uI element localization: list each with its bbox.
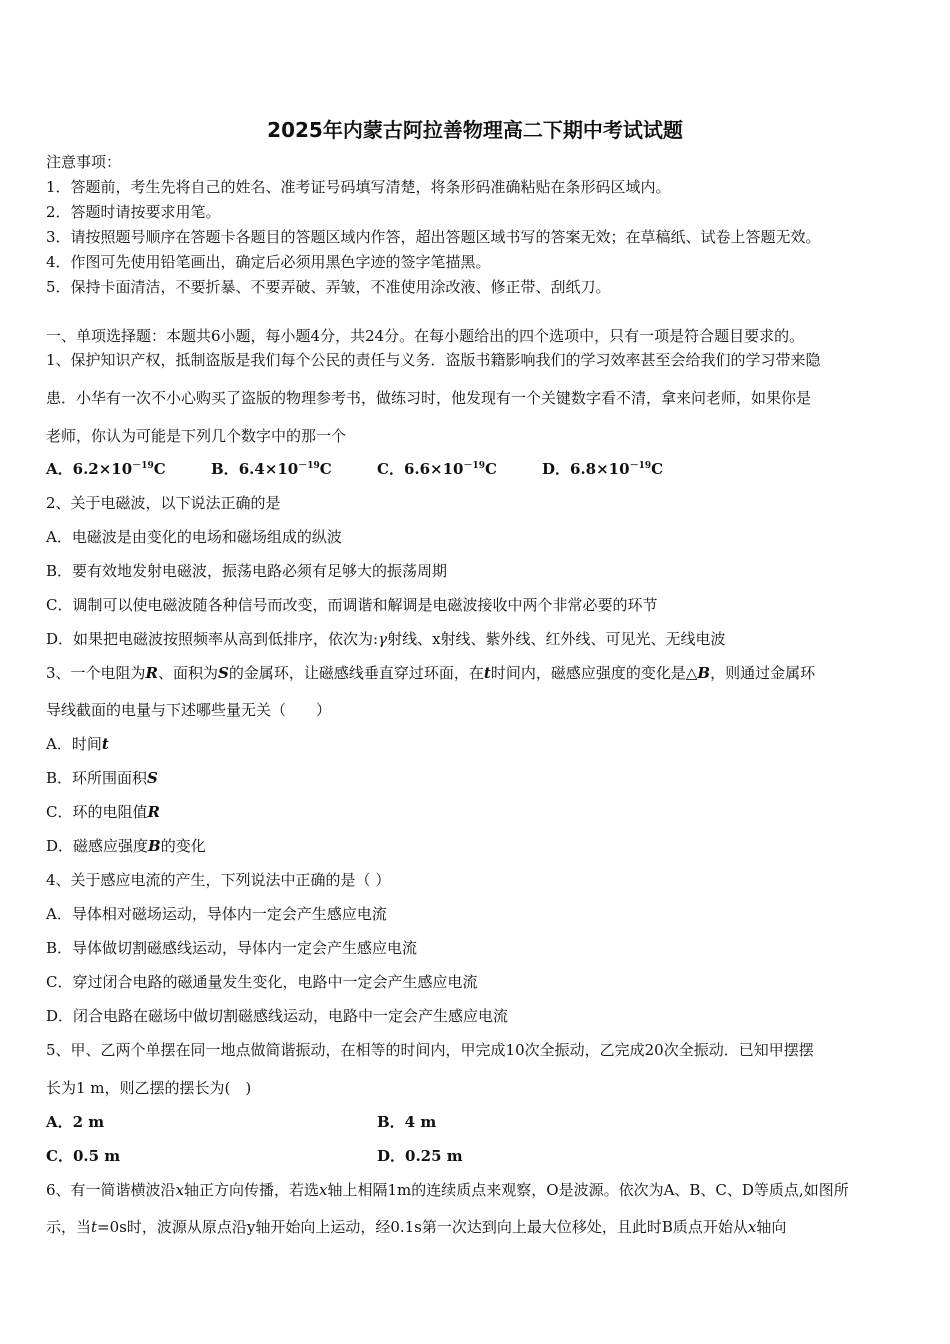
q1-option-a: A．$6.2\times 10^{-19}C$: [46, 460, 166, 478]
notice-item-2: 2．答题时请按要求用笔。: [46, 203, 221, 221]
q2-stem: 2、关于电磁波，以下说法正确的是: [46, 494, 281, 512]
q2-option-d: D．如果把电磁波按照频率从高到低排序，依次为:γ射线、x射线、紫外线、红外线、可见光、无线电波: [46, 630, 726, 648]
q5-stem-line2: 长为1 m，则乙摆的摆长为( ): [46, 1079, 252, 1097]
section-heading: 一、单项选择题：本题共6小题，每小题4分，共24分。在每小题给出的四个选项中，只有一项是符合题目要求的。: [46, 327, 805, 345]
notice-heading: 注意事项：: [46, 153, 122, 171]
q3-option-c: C．环的电阻值R: [46, 803, 160, 821]
q4-option-a: A．导体相对磁场运动，导体内一定会产生感应电流: [46, 905, 387, 923]
q6-stem-line1: 6、有一简谐横波沿x轴正方向传播，若选x轴上相隔1m的连续质点来观察，O是波源。依次为A、B、C、D等质点,如图所: [46, 1181, 849, 1199]
q4-option-c: C．穿过闭合电路的磁通量发生变化，电路中一定会产生感应电流: [46, 973, 478, 991]
q2-option-b: B．要有效地发射电磁波，振荡电路必须有足够大的振荡周期: [46, 562, 448, 580]
q4-option-b: B．导体做切割磁感线运动，导体内一定会产生感应电流: [46, 939, 418, 957]
q3-stem-line1: 3、一个电阻为R、面积为S的金属环，让磁感线垂直穿过环面，在t时间内，磁感应强度的变化是△B，则通过金属环: [46, 664, 816, 682]
q6-stem-line2: 示，当t=0s时，波源从原点沿y轴开始向上运动，经0.1s第一次达到向上最大位移处，且此时B质点开始从x轴向: [46, 1218, 787, 1236]
notice-item-4: 4．作图可先使用铅笔画出，确定后必须用黑色字迹的签字笔描黑。: [46, 253, 491, 271]
q5-option-d: D．0.25 m: [377, 1147, 463, 1165]
q4-stem: 4、关于感应电流的产生，下列说法中正确的是（ ）: [46, 871, 391, 889]
q4-option-d: D．闭合电路在磁场中做切割磁感线运动，电路中一定会产生感应电流: [46, 1007, 509, 1025]
q2-option-c: C．调制可以使电磁波随各种信号而改变，而调谐和解调是电磁波接收中两个非常必要的环节: [46, 596, 658, 614]
q1-option-b: B．$6.4\times 10^{-19}C$: [211, 460, 332, 478]
q5-option-a: A．2 m: [46, 1113, 105, 1131]
q1-stem-line1: 1、保护知识产权，抵制盗版是我们每个公民的责任与义务．盗版书籍影响我们的学习效率甚至会给我们的学习带来隐: [46, 351, 821, 369]
gamma-symbol: γ: [378, 630, 388, 648]
notice-item-5: 5．保持卡面清洁，不要折暴、不要弄破、弄皱，不准使用涂改液、修正带、刮纸刀。: [46, 278, 611, 296]
q2-option-a: A．电磁波是由变化的电场和磁场组成的纵波: [46, 528, 342, 546]
notice-item-1: 1．答题前，考生先将自己的姓名、准考证号码填写清楚，将条形码准确粘贴在条形码区域内。: [46, 178, 671, 196]
notice-item-3: 3．请按照题号顺序在答题卡各题目的答题区域内作答，超出答题区域书写的答案无效；在草稿纸、试卷上答题无效。: [46, 228, 821, 246]
q3-option-d: D．磁感应强度B的变化: [46, 837, 206, 855]
q3-option-b: B．环所围面积S: [46, 769, 158, 787]
q1-stem-line3: 老师，你认为可能是下列几个数字中的那一个: [46, 427, 347, 445]
q3-option-a: A．时间t: [46, 735, 109, 753]
q5-option-b: B．4 m: [377, 1113, 437, 1131]
q3-stem-line2: 导线截面的电量与下述哪些量无关（ ）: [46, 701, 332, 719]
q5-option-c: C．0.5 m: [46, 1147, 121, 1165]
q5-stem-line1: 5、甲、乙两个单摆在同一地点做简谐振动，在相等的时间内，甲完成10次全振动，乙完成20次全振动．已知甲摆摆: [46, 1041, 814, 1059]
q1-option-c: C．$6.6\times 10^{-19}C$: [377, 460, 497, 478]
q1-stem-line2: 患．小华有一次不小心购买了盗版的物理参考书，做练习时，他发现有一个关键数字看不清，拿来问老师，如果你是: [46, 389, 812, 407]
q1-option-d: D．$6.8\times 10^{-19}C$: [542, 460, 664, 478]
page-title: 2025年内蒙古阿拉善物理高二下期中考试试题: [267, 118, 683, 142]
